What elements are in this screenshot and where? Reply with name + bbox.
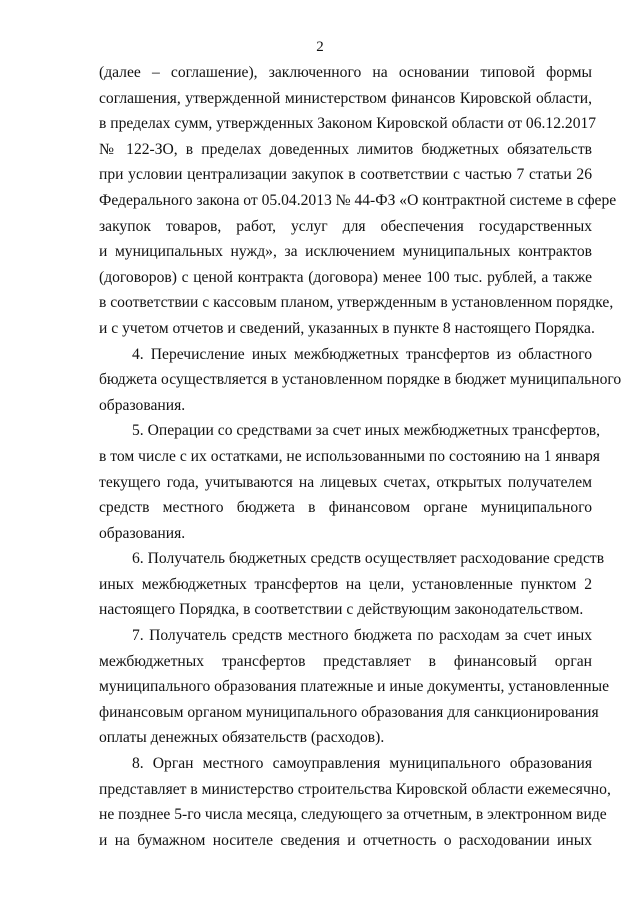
- paragraph-item-4: [99, 342, 622, 419]
- text-line: в том числе с их остатками, не использованными по состоянию на 1 января: [99, 447, 600, 465]
- paragraph-item-8: [99, 751, 611, 853]
- text-line: закупок товаров, работ, услуг для обеспечения государственных: [99, 217, 592, 235]
- text-line: не позднее 5-го числа месяца, следующего за отчетным, в электронном виде: [99, 806, 607, 824]
- text-line: в соответствии с кассовым планом, утвержденным в установленном порядке,: [99, 294, 614, 312]
- text-line: (далее – соглашение), заключенного на основании типовой формы: [99, 64, 592, 81]
- text-line: (договоров) с ценой контракта (договора) менее 100 тыс. рублей, а также: [99, 268, 592, 286]
- text-line: 6. Получатель бюджетных средств осуществляет расходование средств: [132, 550, 605, 568]
- text-line: межбюджетных трансфертов представляет в финансовый орган: [99, 652, 592, 670]
- text-line: 7. Получатель средств местного бюджета по расходам за счет иных: [132, 627, 592, 645]
- text-line: 8. Орган местного самоуправления муниципального образования: [132, 755, 592, 773]
- document-body: [99, 60, 622, 853]
- text-line: и с учетом отчетов и сведений, указанных в пункте 8 настоящего Порядка.: [99, 319, 595, 337]
- text-line: Федерального закона от 05.04.2013 № 44-ФЗ «О контрактной системе в сфере: [99, 191, 617, 209]
- page-number: 2: [316, 39, 324, 55]
- text-line: образования.: [99, 396, 186, 414]
- text-line: № 122-ЗО, в пределах доведенных лимитов бюджетных обязательств: [99, 140, 592, 158]
- text-line: и на бумажном носителе сведения и отчетность о расходовании иных: [99, 831, 592, 849]
- paragraph-continuation: [99, 60, 617, 342]
- paragraph-item-5: [99, 418, 600, 546]
- text-line: 4. Перечисление иных межбюджетных трансфертов из областного: [132, 345, 592, 363]
- text-line: 5. Операции со средствами за счет иных межбюджетных трансфертов,: [132, 422, 600, 440]
- text-line: представляет в министерство строительства Кировской области ежемесячно,: [99, 780, 611, 798]
- text-line: соглашения, утвержденной министерством финансов Кировской области,: [99, 89, 592, 107]
- text-line: иных межбюджетных трансфертов на цели, установленные пунктом 2: [99, 575, 592, 593]
- text-line: финансовым органом муниципального образования для санкционирования: [99, 703, 599, 721]
- text-line: в пределах сумм, утвержденных Законом Кировской области от 06.12.2017: [99, 115, 597, 133]
- text-line: оплаты денежных обязательств (расходов).: [99, 729, 385, 747]
- paragraph-item-6: [99, 546, 605, 623]
- text-line: при условии централизации закупок в соответствии с частью 7 статьи 26: [99, 166, 592, 184]
- text-line: и муниципальных нужд», за исключением муниципальных контрактов: [99, 243, 592, 261]
- text-line: бюджета осуществляется в установленном порядке в бюджет муниципального: [99, 371, 622, 389]
- text-line: настоящего Порядка, в соответствии с действующим законодательством.: [99, 601, 584, 619]
- text-line: образования.: [99, 524, 186, 542]
- text-line: средств местного бюджета в финансовом органе муниципального: [99, 499, 592, 517]
- text-line: текущего года, учитываются на лицевых счетах, открытых получателем: [99, 473, 592, 491]
- paragraph-item-7: [99, 623, 610, 751]
- text-line: муниципального образования платежные и иные документы, установленные: [99, 678, 610, 696]
